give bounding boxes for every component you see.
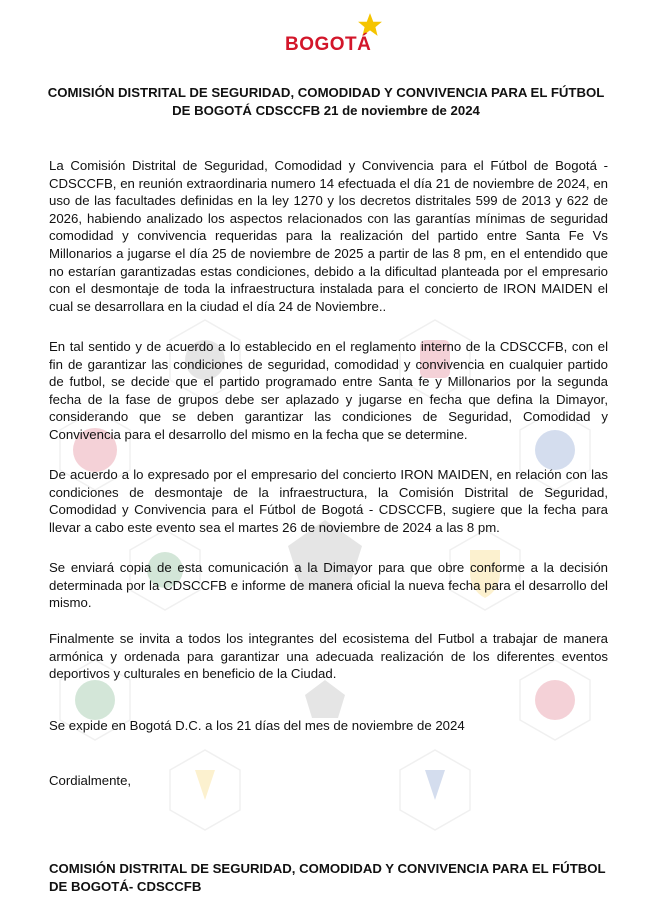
signature-line-1: COMISIÓN DISTRITAL DE SEGURIDAD, COMODIDAD Y CONVIVENCIA PARA EL FÚTBOL: [49, 861, 606, 876]
title-line-1: COMISIÓN DISTRITAL DE SEGURIDAD, COMODIDAD Y CONVIVENCIA PARA EL FÚTBOL: [47, 85, 605, 100]
bogota-logo: [285, 12, 385, 62]
paragraph-1: La Comisión Distrital de Seguridad, Comodidad y Convivencia para el Fútbol de Bogotá - CDSCCFB, en reunión extraordinaria numero 14 efectuada el día 21 de noviembre de 2024, en uso de las facultades definidas en la ley 1270 y los decretos distritales 599 de 2013 y 622 de 2026, habiendo analizado los aspectos relacionados con las garantías mínimas de seguridad comodidad y convivencia requeridas para la realización del partido entre Santa Fe Vs Millonarios a jugarse el día 25 de noviembre de 2025 a partir de las 8 pm, en el entendido que no estarían garantizadas estas condiciones, debido a la dificultad planteada por el empresario con el desmontaje de toda la infraestructura instalada para el concierto de IRON MAIDEN el cual se desarrollara en la ciudad el día 24 de Noviembre..: [49, 158, 608, 314]
paragraph-5: Finalmente se invita a todos los integrantes del ecosistema del Futbol a trabajar de manera armónica y ordenada para garantizar una adecuada realización de los diferentes eventos deportivos y culturales en beneficio de la Ciudad.: [49, 631, 608, 682]
signature-line-2: DE BOGOTÁ- CDSCCFB: [49, 879, 202, 894]
paragraph-3: De acuerdo a lo expresado por el empresario del concierto IRON MAIDEN, en relación con las condiciones de desmontaje de la infraestructura, la Comisión Distrital de Seguridad, Comodidad y Convivencia para el Fútbol de Bogotá - CDSCCFB, sugiere que la fecha para llevar a cabo este evento sea el martes 26 de noviembre de 2024 a las 8 pm.: [49, 467, 608, 535]
closing-line: Cordialmente,: [49, 773, 132, 788]
paragraph-2: En tal sentido y de acuerdo a lo establecido en el reglamento interno de la CDSCCFB, con el fin de garantizar las condiciones de seguridad, comodidad y convivencia en cualquier partido de futbol, se decide que el partido programado entre Santa fe y Millonarios por la segunda fecha de la fase de grupos debe ser aplazado y jugarse en fecha que defina la Dimayor, considerando que se deben garantizar las condiciones de Seguridad, Comodidad y Convivencia para el desarrollo del mismo en la fecha que se determine.: [49, 339, 608, 442]
document-title: [46, 84, 606, 120]
title-line-2: DE BOGOTÁ CDSCCFB 21 de noviembre de 2024: [172, 103, 480, 118]
paragraph-4: Se enviará copia de esta comunicación a la Dimayor para que obre conforme a la decisión determinada por la CDSCCFB e informe de manera oficial la nueva fecha para el desarrollo del mismo.: [49, 560, 608, 611]
signature-block: [49, 860, 619, 896]
logo-wordmark: BOGOTÁ: [285, 34, 372, 55]
expedition-line: Se expide en Bogotá D.C. a los 21 días del mes de noviembre de 2024: [49, 718, 465, 733]
